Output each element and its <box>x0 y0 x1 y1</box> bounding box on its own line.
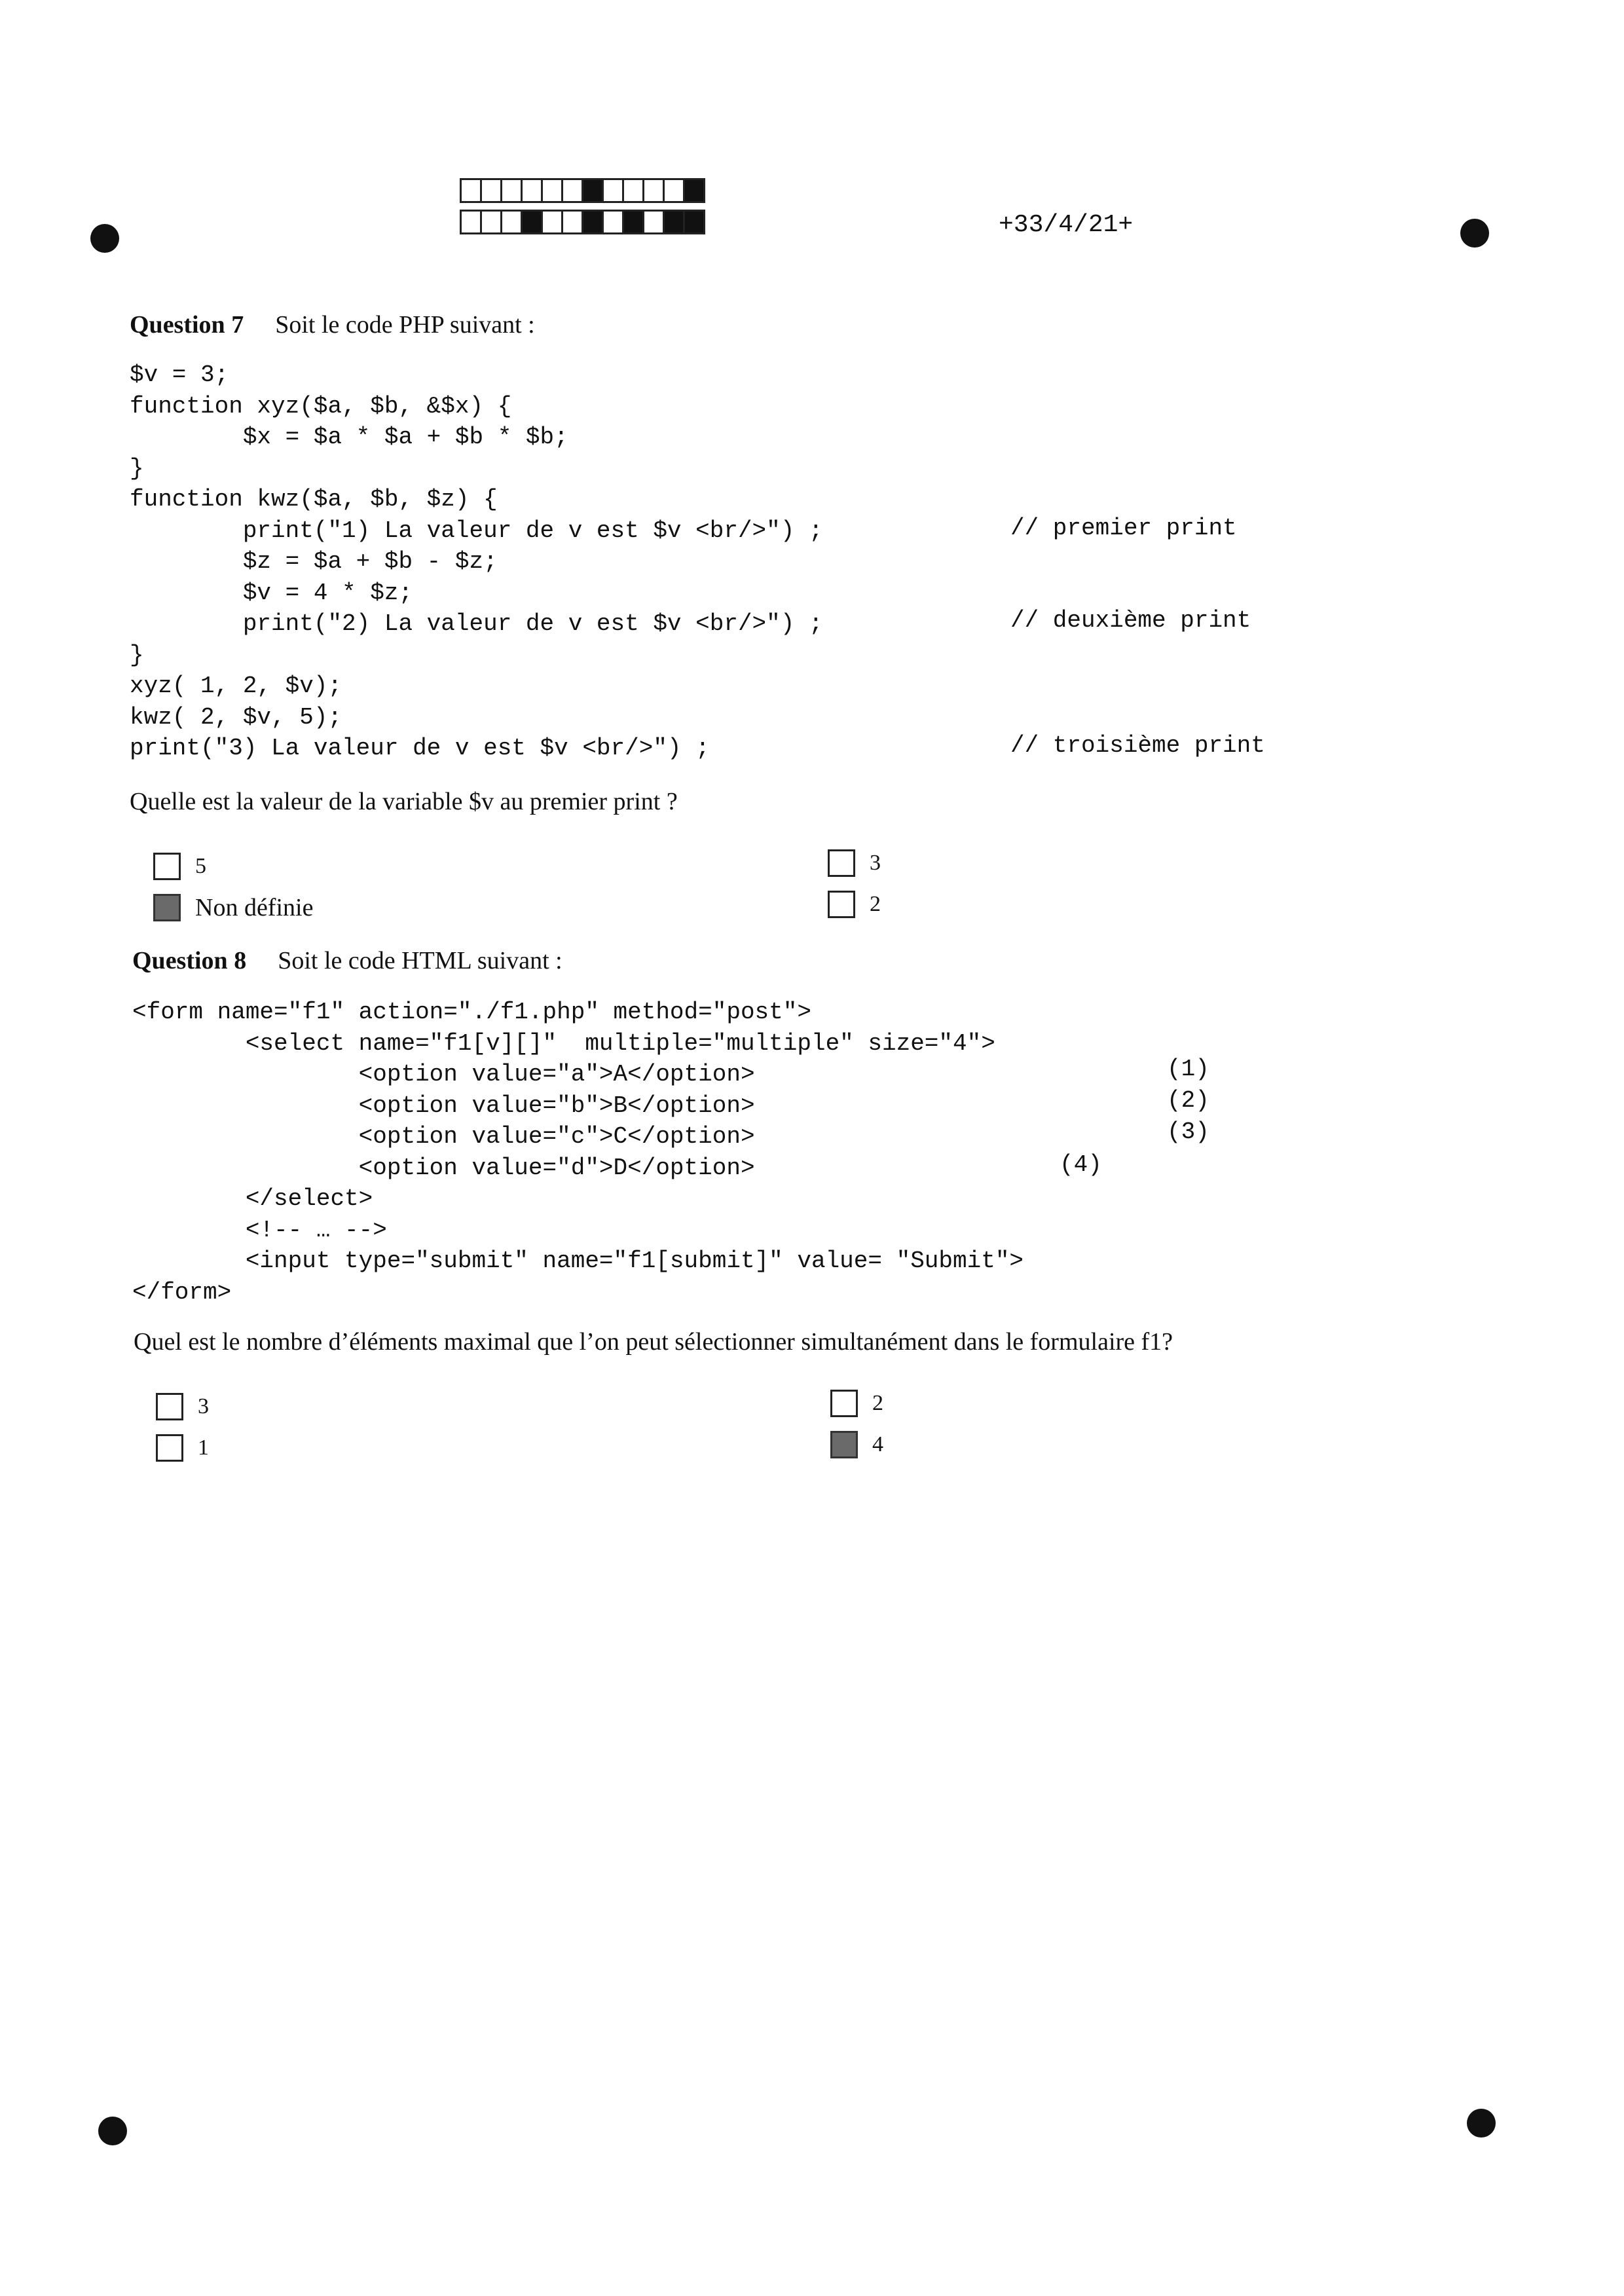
q7-option[interactable] <box>153 853 206 880</box>
barcode-cell-empty <box>642 178 665 203</box>
barcode-cell-empty <box>480 178 502 203</box>
question-7-heading <box>130 310 535 339</box>
barcode-cell-filled <box>521 210 543 234</box>
barcode-cell-empty <box>500 178 523 203</box>
checkbox[interactable] <box>828 891 855 918</box>
barcode-cell-empty <box>541 178 563 203</box>
barcode-cell-empty <box>500 210 523 234</box>
barcode-cell-empty <box>602 178 624 203</box>
q8-option[interactable] <box>830 1431 883 1458</box>
barcode-cell-empty <box>622 178 644 203</box>
barcode-cell-filled <box>581 210 604 234</box>
barcode-cell-empty <box>642 210 665 234</box>
question-7-label: Question 7 <box>130 311 244 339</box>
barcode-cell-empty <box>602 210 624 234</box>
option-label: 1 <box>198 1435 209 1460</box>
barcode-cell-empty <box>460 178 482 203</box>
marker-4: (4) <box>1060 1151 1102 1178</box>
question-8-heading <box>132 946 563 975</box>
registration-mark-bottom-right <box>1467 2109 1496 2138</box>
marker-1: (1) <box>1167 1056 1209 1083</box>
barcode-cell-filled <box>683 210 705 234</box>
registration-mark-top-right <box>1460 219 1489 248</box>
q8-option[interactable] <box>156 1393 209 1420</box>
question-8-prompt: Quel est le nombre d’éléments maximal que l’on peut sélectionner simultanément dans le formulaire f1? <box>134 1328 1173 1356</box>
comment-premier-print: // premier print <box>1010 515 1237 542</box>
sheet-id: +33/4/21+ <box>999 211 1134 239</box>
barcode-cell-empty <box>480 210 502 234</box>
barcode-cell-empty <box>561 178 583 203</box>
barcode-cell-empty <box>460 210 482 234</box>
comment-deuxieme-print: // deuxième print <box>1010 607 1251 634</box>
q8-option[interactable] <box>830 1390 883 1417</box>
option-label: 2 <box>870 892 881 916</box>
option-label: 4 <box>872 1432 883 1456</box>
option-label: 3 <box>870 851 881 875</box>
marker-2: (2) <box>1167 1087 1209 1114</box>
php-code-block: $v = 3; function xyz($a, $b, &$x) { $x = $a * $a + $b * $b; } function kwz($a, $b, $z) { print("1) La valeur de v est $v <br/>") ; $z = $a + $b - $z; $v = 4 * $z; print("2) La valeur de v est $v <br/>") ; } xyz( 1, 2, $v); kwz( 2, $v, 5); print("3) La valeur de v est $v <br/>") ; <box>130 361 823 762</box>
option-label: 5 <box>195 854 206 878</box>
q8-option[interactable] <box>156 1434 209 1462</box>
option-label: Non définie <box>195 894 314 921</box>
checkbox-checked[interactable] <box>153 894 181 921</box>
barcode-cell-filled <box>581 178 604 203</box>
comment-troisieme-print: // troisième print <box>1010 732 1265 759</box>
question-7-prompt: Quelle est la valeur de la variable $v au premier print ? <box>130 788 678 815</box>
q7-option[interactable] <box>828 891 881 918</box>
checkbox-checked[interactable] <box>830 1431 858 1458</box>
barcode-cell-filled <box>663 210 685 234</box>
barcode-cell-filled <box>622 210 644 234</box>
q7-option[interactable] <box>153 893 313 922</box>
registration-mark-top-left <box>90 224 119 253</box>
registration-mark-bottom-left <box>98 2117 127 2145</box>
checkbox[interactable] <box>828 849 855 877</box>
html-code-block: <form name="f1" action="./f1.php" method="post"> <select name="f1[v][]" multiple="multiple" size="4"> <option value="a">A</option> <option value="b">B</option> <option value="c">C</option> <option value="d">D</option> </select> <!-- … --> <input type="submit" name="f1[submit]" value= "Submit"> </form> <box>132 999 1024 1306</box>
barcode-cell-empty <box>521 178 543 203</box>
checkbox[interactable] <box>156 1393 183 1420</box>
q7-option[interactable] <box>828 849 881 877</box>
question-8-label: Question 8 <box>132 947 247 974</box>
marker-3: (3) <box>1167 1119 1209 1145</box>
barcode-cell-empty <box>541 210 563 234</box>
checkbox[interactable] <box>153 853 181 880</box>
option-label: 2 <box>872 1391 883 1415</box>
barcode-cell-empty <box>561 210 583 234</box>
checkbox[interactable] <box>830 1390 858 1417</box>
question-8-text: Soit le code HTML suivant : <box>278 947 563 974</box>
option-label: 3 <box>198 1394 209 1418</box>
checkbox[interactable] <box>156 1434 183 1462</box>
question-7-text: Soit le code PHP suivant : <box>275 311 535 339</box>
barcode-bottom <box>460 210 703 234</box>
barcode-cell-empty <box>663 178 685 203</box>
barcode-cell-filled <box>683 178 705 203</box>
barcode-top <box>460 178 703 203</box>
